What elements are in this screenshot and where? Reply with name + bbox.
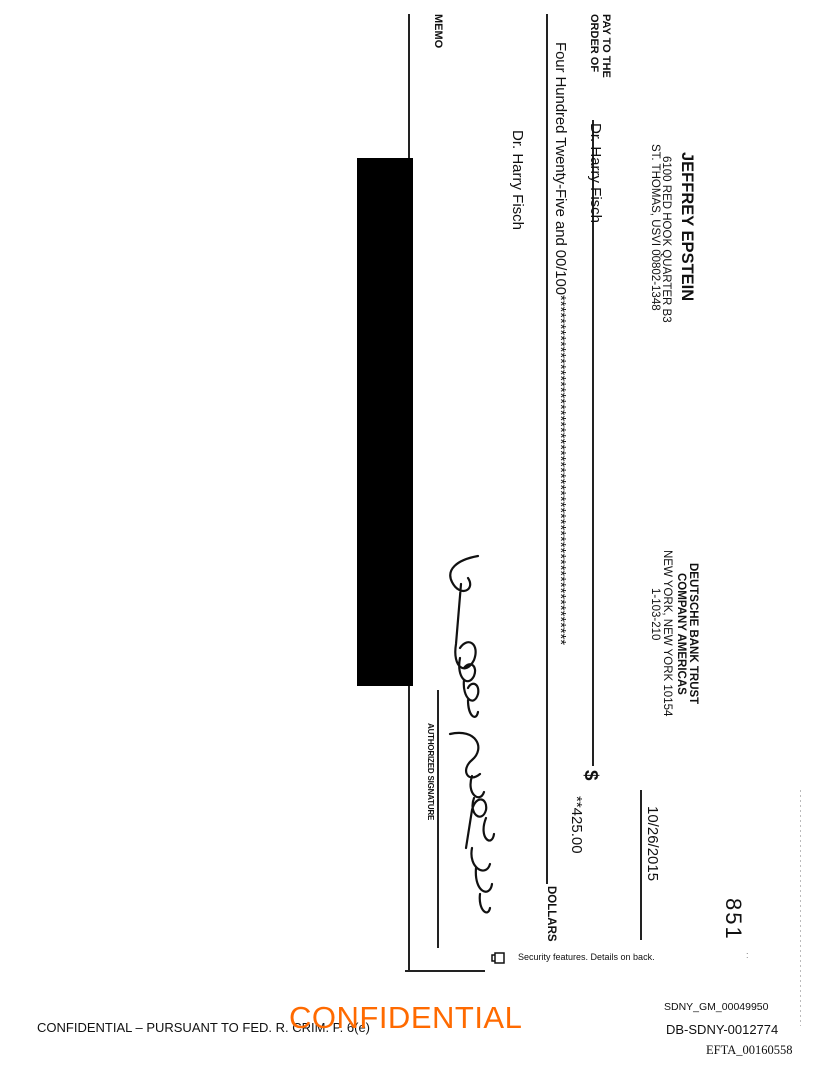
bank-name-line-1: DEUTSCHE BANK TRUST <box>687 563 699 705</box>
amount-figures: **425.00 <box>568 796 585 854</box>
scan-edge <box>800 790 801 1026</box>
signature-label: AUTHORIZED SIGNATURE <box>426 723 435 821</box>
check-date: 10/26/2015 <box>644 806 661 882</box>
bank-routing: 1-103-210 <box>649 588 661 641</box>
amount-in-words: Four Hundred Twenty-Five and 00/100************************************************************* <box>552 42 569 646</box>
memo-label: MEMO <box>432 14 444 49</box>
date-line <box>640 790 642 940</box>
dollars-label: DOLLARS <box>545 886 557 942</box>
payer-address-line-2: ST. THOMAS, USVI 00802-1348 <box>649 144 661 311</box>
edge-mark: : <box>746 950 749 960</box>
bank-address: NEW YORK, NEW YORK 10154 <box>661 550 673 717</box>
redaction-bar <box>357 158 413 686</box>
bank-name-line-2: COMPANY AMERICAS <box>675 573 687 695</box>
confidential-notice: CONFIDENTIAL – PURSUANT TO FED. R. CRIM. P. 6(e) <box>37 1020 371 1035</box>
pay-to-label-1: PAY TO THE <box>600 14 612 78</box>
payee-name: Dr. Harry Fisch <box>587 123 604 224</box>
payer-address-line-1: 6100 RED HOOK QUARTER B3 <box>660 156 672 323</box>
amount-words-line <box>546 14 548 884</box>
payee-address: Dr. Harry Fisch <box>509 130 526 231</box>
payer-name: JEFFREY EPSTEIN <box>678 152 696 302</box>
bates-number-efta: EFTA_00160558 <box>706 1043 793 1057</box>
bates-number-db-sdny: DB-SDNY-0012774 <box>666 1022 779 1037</box>
pay-to-label-2: ORDER OF <box>588 14 600 73</box>
currency-symbol: $ <box>580 770 601 781</box>
check-number: 851 <box>721 898 746 941</box>
bates-number-sdny-gm: SDNY_GM_00049950 <box>664 1001 769 1013</box>
padlock-icon <box>491 952 505 964</box>
confidential-stamp: CONFIDENTIAL <box>289 1000 523 1035</box>
check-bottom-border <box>405 970 485 972</box>
security-note: Security features. Details on back. <box>518 952 655 962</box>
